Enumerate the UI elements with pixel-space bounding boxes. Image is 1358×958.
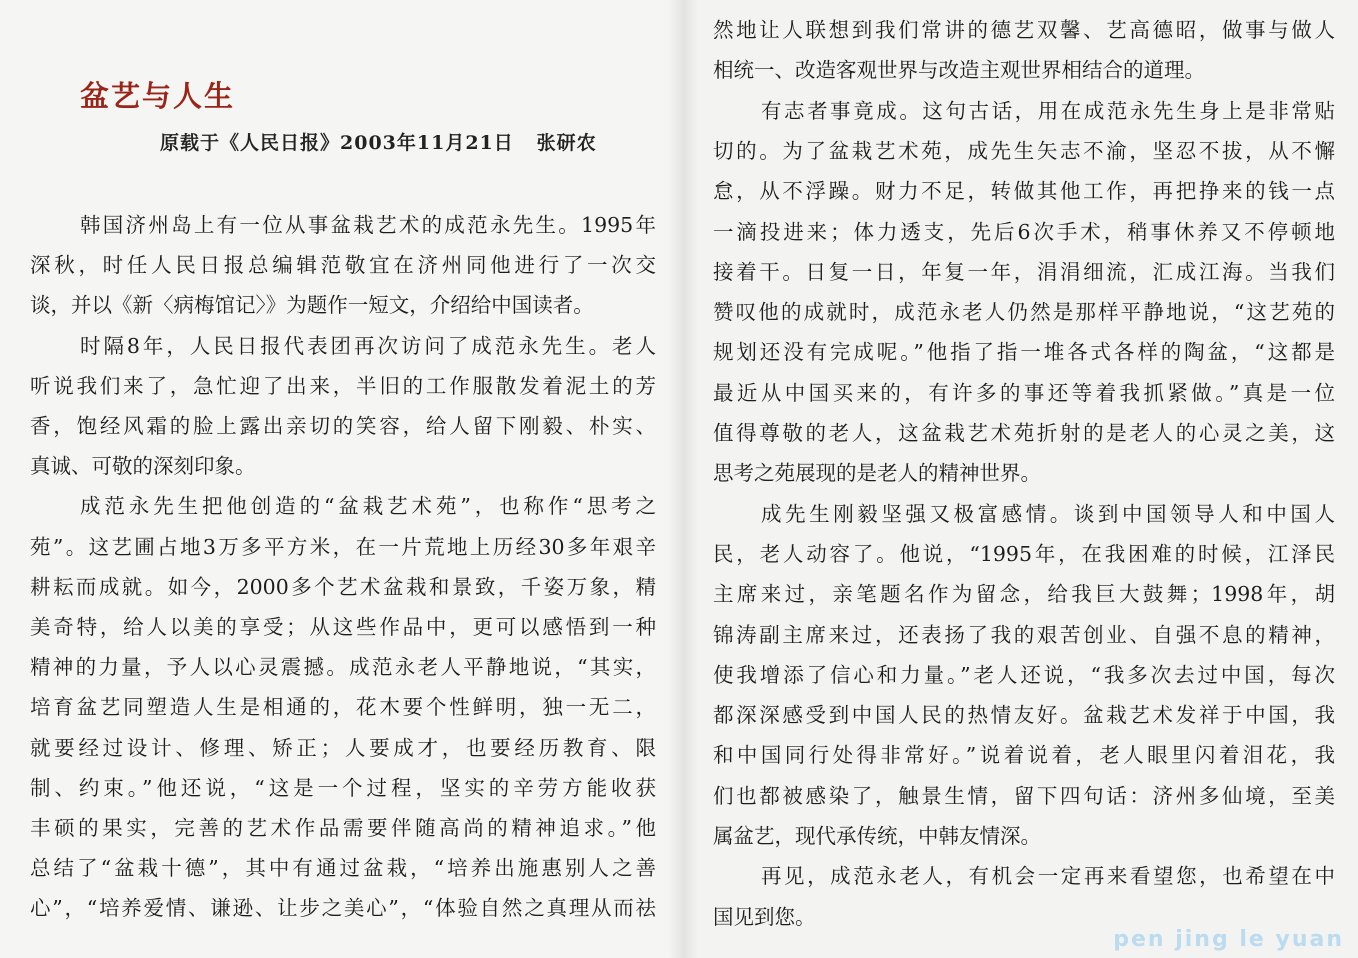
text-line: 国见到您。 (713, 904, 816, 929)
text-line: 再见，成范永老人，有机会一定再来看望您，也希望在中 (761, 864, 1335, 889)
text-line: 然地让人联想到我们常讲的德艺双馨、艺高德昭，做事与做人 (713, 18, 1335, 42)
text-line: 使我增添了信心和力量。”老人还说，“我多次去过中国，每次 (713, 662, 1335, 687)
text-line: 丰硕的果实，完善的艺术作品需要伴随高尚的精神追求。”他 (30, 816, 656, 840)
text-line: 成范永先生把他创造的“盆栽艺术苑”，也称作“思考之 (80, 494, 656, 519)
text-line: 们也都被感染了，触景生情，留下四句话：济州多仙境，至美 (713, 783, 1335, 808)
text-line: 有志者事竟成。这句古话，用在成范永先生身上是非常贴 (761, 98, 1335, 123)
watermark: pen jing le yuan (1113, 927, 1344, 952)
text-line: 思考之苑展现的是老人的精神世界。 (713, 461, 1041, 486)
right-page (683, 0, 1358, 958)
text-line: 精神的力量，予人以心灵震撼。成范永老人平静地说，“其实， (30, 655, 656, 680)
text-line: 时隔8年，人民日报代表团再次访问了成范永先生。老人 (80, 333, 656, 358)
text-line: 最近从中国买来的，有许多的事还等着我抓紧做。”真是一位 (713, 380, 1335, 405)
text-line: 培育盆艺同塑造人生是相通的，花木要个性鲜明，独一无二， (30, 695, 656, 720)
text-line: 谈，并以《新〈病梅馆记〉》为题作一短文，介绍给中国读者。 (30, 293, 594, 318)
text-line: 规划还没有完成呢。”他指了指一堆各式各样的陶盆，“这都是 (713, 340, 1335, 365)
text-line: 主席来过，亲笔题名作为留念，给我巨大鼓舞；1998年，胡 (713, 582, 1335, 607)
text-line: 属盆艺，现代承传统，中韩友情深。 (713, 824, 1041, 848)
page-gutter (668, 0, 698, 958)
text-line: 值得尊敬的老人，这盆栽艺术苑折射的是老人的心灵之美，这 (713, 421, 1335, 445)
text-line: 锦涛副主席来过，还表扬了我的艰苦创业、自强不息的精神， (713, 622, 1335, 647)
text-line: 深秋，时任人民日报总编辑范敬宜在济州同他进行了一次交 (30, 253, 656, 278)
text-line: 苑”。这艺圃占地3万多平方米，在一片荒地上历经30多年艰辛 (30, 534, 656, 559)
article-byline: 原载于《人民日报》2003年11月21日 张研农 (160, 132, 597, 154)
text-line: 怠，从不浮躁。财力不足，转做其他工作，再把挣来的钱一点 (713, 179, 1335, 204)
text-line: 耕耘而成就。如今，2000多个艺术盆栽和景致，千姿万象，精 (30, 574, 656, 599)
text-line: 香，饱经风霜的脸上露出亲切的笑容，给人留下刚毅、朴实、 (30, 414, 656, 438)
text-line: 制、约束。”他还说，“这是一个过程，坚实的辛劳方能收获 (30, 775, 656, 800)
text-line: 相统一、改造客观世界与改造主观世界相结合的道理。 (713, 58, 1205, 83)
text-line: 接着干。日复一日，年复一年，涓涓细流，汇成江海。当我们 (713, 259, 1335, 284)
text-line: 总结了“盆栽十德”，其中有通过盆栽，“培养出施惠别人之善 (30, 856, 656, 881)
text-line: 听说我们来了，急忙迎了出来，半旧的工作服散发着泥土的芳 (30, 373, 656, 398)
text-line: 真诚、可敬的深刻印象。 (30, 454, 256, 479)
text-line: 民，老人动容了。他说，“1995年，在我困难的时候，江泽民 (713, 541, 1335, 566)
text-line: 赞叹他的成就时，成范永老人仍然是那样平静地说，“这艺苑的 (713, 300, 1335, 325)
text-line: 都深深感受到中国人民的热情友好。盆栽艺术发祥于中国，我 (713, 703, 1335, 728)
text-line: 美奇特，给人以美的享受；从这些作品中，更可以感悟到一种 (30, 615, 656, 639)
text-line: 切的。为了盆栽艺术苑，成先生矢志不渝，坚忍不拔，从不懈 (713, 138, 1335, 163)
article-title: 盆艺与人生 (80, 79, 236, 113)
text-line: 心”，“培养爱情、谦逊、让步之美心”，“体验自然之真理从而祛 (30, 896, 656, 921)
text-line: 和中国同行处得非常好。”说着说着，老人眼里闪着泪花，我 (713, 743, 1335, 768)
text-line: 成先生刚毅坚强又极富感情。谈到中国领导人和中国人 (761, 501, 1335, 526)
text-line: 就要经过设计、修理、矫正；人要成才，也要经历教育、限 (30, 735, 656, 760)
text-line: 一滴投进来；体力透支，先后6次手术，稍事休养又不停顿地 (713, 219, 1335, 244)
text-line: 韩国济州岛上有一位从事盆栽艺术的成范永先生。1995年 (80, 213, 656, 237)
